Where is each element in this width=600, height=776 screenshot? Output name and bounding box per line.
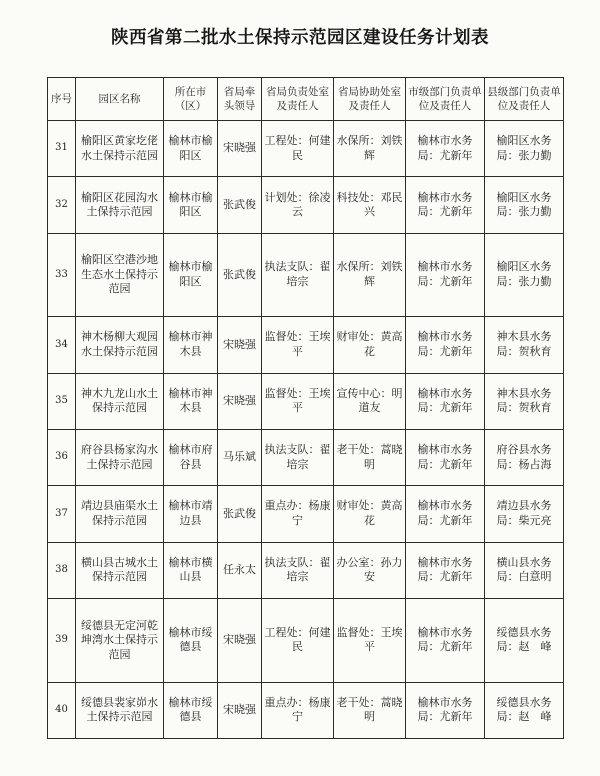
county-unit: 榆阳区水务局：张力勤 (485, 177, 564, 233)
county-unit: 靖边县水务局：柴元亮 (485, 486, 564, 542)
county-unit: 府谷县水务局：杨占海 (485, 429, 564, 485)
table-row (48, 486, 564, 542)
assist-office: 监督处：王埃平 (334, 598, 406, 682)
park-name: 靖边县庙渠水土保持示范园 (76, 486, 164, 542)
location: 榆林市靖边县 (164, 486, 218, 542)
table-row (48, 682, 564, 738)
county-unit: 榆阳区水务局：张力勤 (485, 121, 564, 177)
city-unit: 榆林市水务局：尤新年 (406, 682, 485, 738)
park-name: 横山县古城水土保持示范园 (76, 542, 164, 598)
table-row (48, 429, 564, 485)
assist-office: 财审处：黄高花 (334, 317, 406, 373)
park-name: 榆阳区花园沟水土保持示范园 (76, 177, 164, 233)
leader: 宋晓强 (218, 121, 262, 177)
county-unit: 横山县水务局：白意明 (485, 542, 564, 598)
city-unit: 榆林市水务局：尤新年 (406, 429, 485, 485)
lead-office: 监督处：王埃平 (262, 317, 334, 373)
row-no: 31 (48, 121, 76, 177)
city-unit: 榆林市水务局：尤新年 (406, 233, 485, 317)
location: 榆林市横山县 (164, 542, 218, 598)
park-name: 神木杨柳大观园水土保持示范园 (76, 317, 164, 373)
leader: 马乐斌 (218, 429, 262, 485)
table-row (48, 317, 564, 373)
assist-office: 科技处：邓民兴 (334, 177, 406, 233)
city-unit: 榆林市水务局：尤新年 (406, 486, 485, 542)
location: 榆林市绥德县 (164, 598, 218, 682)
table-row (48, 598, 564, 682)
leader: 宋晓强 (218, 682, 262, 738)
park-name: 绥德县裴家峁水土保持示范园 (76, 682, 164, 738)
page-title: 陕西省第二批水土保持示范园区建设任务计划表 (111, 28, 489, 48)
row-no: 34 (48, 317, 76, 373)
assist-office: 老干处：蒿晓明 (334, 429, 406, 485)
assist-office: 办公室：孙力安 (334, 542, 406, 598)
park-name: 神木九龙山水土保持示范园 (76, 373, 164, 429)
location: 榆林市神木县 (164, 373, 218, 429)
header-leader: 省局牵头领导 (218, 78, 262, 121)
header-county-unit: 县级部门负责单位及责任人 (485, 78, 564, 121)
park-name: 榆阳区黄家圪佬水土保持示范园 (76, 121, 164, 177)
header-lead-office: 省局负责处室及责任人 (262, 78, 334, 121)
city-unit: 榆林市水务局：尤新年 (406, 598, 485, 682)
plan-table (47, 77, 564, 739)
header-city-unit: 市级部门负责单位及责任人 (406, 78, 485, 121)
header-park-name: 园区名称 (76, 78, 164, 121)
row-no: 39 (48, 598, 76, 682)
table-row (48, 177, 564, 233)
location: 榆林市榆阳区 (164, 233, 218, 317)
location: 榆林市神木县 (164, 317, 218, 373)
leader: 张武俊 (218, 177, 262, 233)
leader: 任永太 (218, 542, 262, 598)
row-no: 35 (48, 373, 76, 429)
leader: 宋晓强 (218, 598, 262, 682)
row-no: 33 (48, 233, 76, 317)
county-unit: 榆阳区水务局：张力勤 (485, 233, 564, 317)
row-no: 38 (48, 542, 76, 598)
table-row (48, 542, 564, 598)
leader: 宋晓强 (218, 317, 262, 373)
park-name: 榆阳区空港沙地生态水土保持示范园 (76, 233, 164, 317)
header-location: 所在市（区） (164, 78, 218, 121)
location: 榆林市榆阳区 (164, 121, 218, 177)
lead-office: 重点办：杨康宁 (262, 682, 334, 738)
row-no: 40 (48, 682, 76, 738)
city-unit: 榆林市水务局：尤新年 (406, 542, 485, 598)
leader: 宋晓强 (218, 373, 262, 429)
county-unit: 绥德县水务局：赵 峰 (485, 682, 564, 738)
lead-office: 工程处：何建民 (262, 598, 334, 682)
table-row (48, 233, 564, 317)
location: 榆林市府谷县 (164, 429, 218, 485)
table-row (48, 373, 564, 429)
lead-office: 执法支队：翟培宗 (262, 429, 334, 485)
leader: 张武俊 (218, 486, 262, 542)
table-header-row (48, 78, 564, 121)
city-unit: 榆林市水务局：尤新年 (406, 177, 485, 233)
table-row (48, 121, 564, 177)
location: 榆林市榆阳区 (164, 177, 218, 233)
header-assist-office: 省局协助处室及责任人 (334, 78, 406, 121)
assist-office: 老干处：蒿晓明 (334, 682, 406, 738)
park-name: 府谷县杨家沟水土保持示范园 (76, 429, 164, 485)
assist-office: 财审处：黄高花 (334, 486, 406, 542)
row-no: 32 (48, 177, 76, 233)
park-name: 绥德县无定河乾坤湾水土保持示范园 (76, 598, 164, 682)
assist-office: 水保所：刘铁辉 (334, 233, 406, 317)
lead-office: 监督处：王埃平 (262, 373, 334, 429)
city-unit: 榆林市水务局：尤新年 (406, 121, 485, 177)
location: 榆林市绥德县 (164, 682, 218, 738)
city-unit: 榆林市水务局：尤新年 (406, 317, 485, 373)
lead-office: 执法支队：翟培宗 (262, 542, 334, 598)
county-unit: 神木县水务局：贺秋育 (485, 317, 564, 373)
assist-office: 宣传中心：明道友 (334, 373, 406, 429)
leader: 张武俊 (218, 233, 262, 317)
county-unit: 神木县水务局：贺秋育 (485, 373, 564, 429)
lead-office: 重点办：杨康宁 (262, 486, 334, 542)
lead-office: 计划处：徐凌云 (262, 177, 334, 233)
assist-office: 水保所：刘铁辉 (334, 121, 406, 177)
header-no: 序号 (48, 78, 76, 121)
lead-office: 工程处：何建民 (262, 121, 334, 177)
row-no: 36 (48, 429, 76, 485)
row-no: 37 (48, 486, 76, 542)
county-unit: 绥德县水务局：赵 峰 (485, 598, 564, 682)
city-unit: 榆林市水务局：尤新年 (406, 373, 485, 429)
lead-office: 执法支队：翟培宗 (262, 233, 334, 317)
